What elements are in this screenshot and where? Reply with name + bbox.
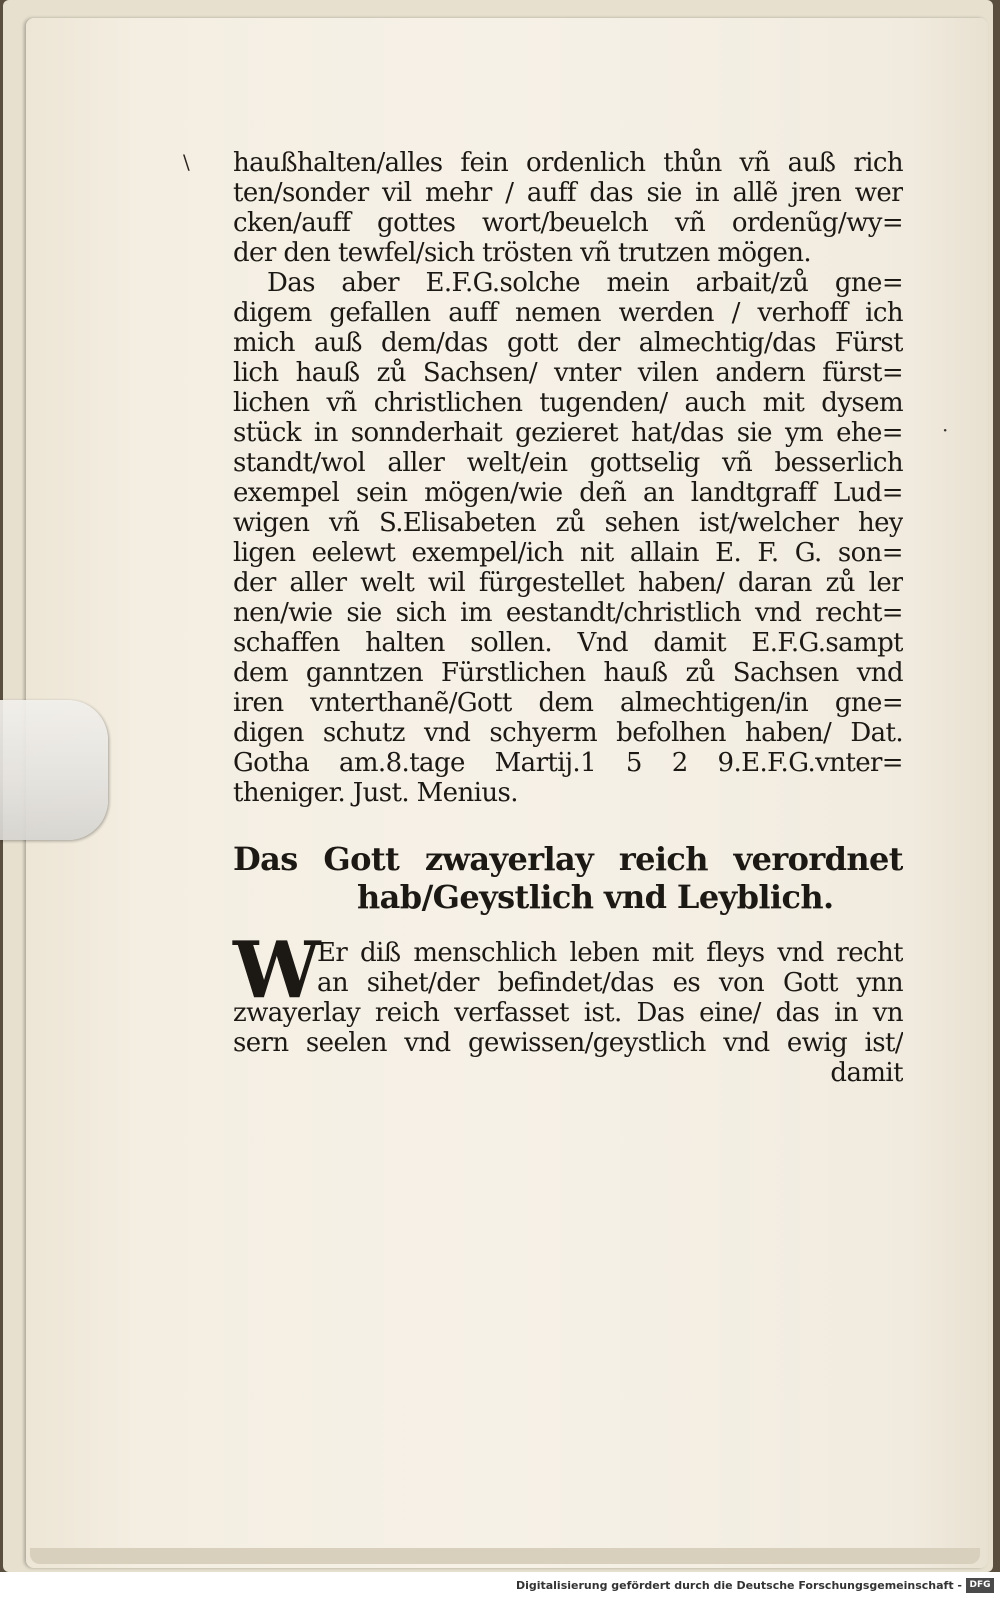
section-heading	[233, 840, 903, 916]
text-line: an sihet/der befindet/das es von Gott ynn	[317, 968, 903, 998]
drop-initial: W	[233, 925, 321, 1016]
page-holder-clip	[0, 700, 108, 840]
margin-dot	[942, 418, 950, 426]
show-through-text	[240, 118, 880, 142]
text-line: Das aber E.F.G.solche mein arbait/zů gne=	[267, 268, 903, 298]
text-line: digen schutz vnd schyerm befolhen haben/ Dat.	[233, 718, 903, 748]
text-line: lichen vñ christlichen tugenden/ auch mit dysem	[233, 388, 903, 418]
heading-line-1: Das Gott zwayerlay reich verordnet	[233, 840, 903, 878]
text-line: sern seelen vnd gewissen/geystlich vnd ewig ist/	[233, 1028, 903, 1058]
text-line: ten/sonder vil mehr / auff das sie in allẽ jren wer	[233, 178, 903, 208]
text-line: standt/wol aller welt/ein gottselig vñ besserlich	[233, 448, 903, 478]
text-line: mich auß dem/das gott der almechtig/das Fürst	[233, 328, 903, 358]
catchword: damit	[830, 1058, 903, 1088]
main-paragraph	[233, 148, 903, 808]
text-line: digem gefallen auff nemen werden / verhoff ich	[233, 298, 903, 328]
text-line: lich hauß zů Sachsen/ vnter vilen andern fürst=	[233, 358, 903, 388]
text-block	[233, 148, 903, 1088]
text-line: Er diß menschlich leben mit fleys vnd recht	[317, 938, 903, 968]
heading-line-2: hab/Geystlich vnd Leyblich.	[357, 878, 834, 916]
section-paragraph	[233, 925, 903, 1088]
text-line: iren vnterthanẽ/Gott dem almechtigen/in gne=	[233, 688, 903, 718]
text-line: nen/wie sie sich im eestandt/christlich vnd recht=	[233, 598, 903, 628]
text-line: schaffen halten sollen. Vnd damit E.F.G.sampt	[233, 628, 903, 658]
text-line: ligen eelewt exempel/ich nit allain E. F. G. son=	[233, 538, 903, 568]
text-line: theniger. Just. Menius.	[233, 778, 518, 808]
dfg-logo-badge: DFG	[966, 1578, 994, 1593]
text-line: der aller welt wil fürgestellet haben/ daran zů ler	[233, 568, 903, 598]
digitization-footer	[0, 1576, 1000, 1597]
text-line: wigen vñ S.Elisabeten zů sehen ist/welcher hey	[233, 508, 903, 538]
text-line: zwayerlay reich verfasset ist. Das eine/ das in vn	[233, 998, 903, 1028]
text-line: exempel sein mögen/wie deñ an landtgraff Lud=	[233, 478, 903, 508]
text-line: haußhalten/alles fein ordenlich thůn vñ auß rich	[233, 148, 903, 178]
margin-mark: \	[183, 150, 190, 174]
page-bottom-edge	[30, 1548, 980, 1564]
text-line: cken/auff gottes wort/beuelch vñ ordenũg/wy=	[233, 208, 903, 238]
text-line: der den tewfel/sich trösten vñ trutzen mögen.	[233, 238, 812, 268]
text-line: dem ganntzen Fürstlichen hauß zů Sachsen vnd	[233, 658, 903, 688]
text-line: Gotha am.8.tage Martij.1 5 2 9.E.F.G.vnter=	[233, 748, 903, 778]
funding-credit: Digitalisierung gefördert durch die Deutsche Forschungsgemeinschaft -	[515, 1579, 962, 1592]
text-line: stück in sonnderhait gezieret hat/das sie ym ehe=	[233, 418, 903, 448]
